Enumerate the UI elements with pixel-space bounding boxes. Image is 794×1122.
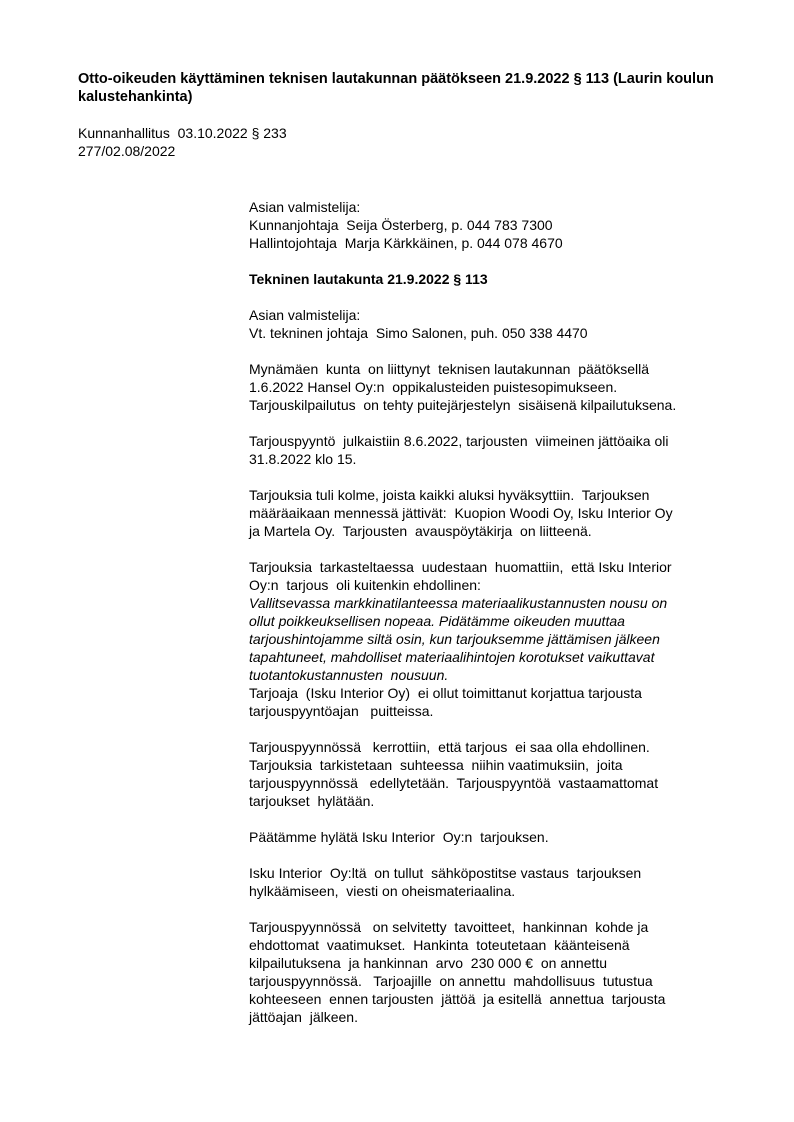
preparer-label: Asian valmistelija: [249,307,361,323]
paragraph-line: ehdottomat vaatimukset. Hankinta toteutetaan käänteisenä [249,937,630,953]
paragraph-line: Mynämäen kunta on liittynyt teknisen lautakunnan päätöksellä [249,361,650,377]
paragraph-line: Päätämme hylätä Isku Interior Oy:n tarjouksen. [249,829,549,845]
preparer-block-2 [249,306,739,342]
document-title: Otto-oikeuden käyttäminen teknisen lautakunnan päätökseen 21.9.2022 § 113 (Laurin koulun kalustehankinta) [78,71,714,105]
paragraph-6 [249,828,739,846]
paragraph-1 [249,360,739,414]
quoted-condition-line: ollut poikkeuksellisen nopeaa. Pidätämme oikeuden muuttaa [249,613,625,629]
paragraph-7 [249,864,739,900]
paragraph-line: Tarjouspyynnössä kerrottiin, että tarjous ei saa olla ehdollinen. [249,739,650,755]
paragraph-line: määräaikaan mennessä jättivät: Kuopion Woodi Oy, Isku Interior Oy [249,505,673,521]
paragraph-5 [249,738,739,810]
paragraph-line: Tarjouksia tarkistetaan suhteessa niihin vaatimuksiin, joita [249,757,623,773]
preparer-admin-director: Hallintojohtaja Marja Kärkkäinen, p. 044 078 4670 [249,235,563,251]
paragraph-line: 31.8.2022 klo 15. [249,451,357,467]
quoted-condition-line: Vallitsevassa markkinatilanteessa materiaalikustannusten nousu on [249,595,668,611]
paragraph-line: Tarjouskilpailutus on tehty puitejärjestelyn sisäisenä kilpailutuksena. [249,397,677,413]
paragraph-line: ja Martela Oy. Tarjousten avauspöytäkirja on liitteenä. [249,523,592,539]
record-number: 277/02.08/2022 [78,143,176,159]
paragraph-line: 1.6.2022 Hansel Oy:n oppikalusteiden puistesopimukseen. [249,379,618,395]
paragraph-line: kohteeseen ennen tarjousten jättöä ja esitellä annettua tarjousta [249,991,666,1007]
paragraph-line: tarjouspyyntöajan puitteissa. [249,703,434,719]
paragraph-line: Tarjoaja (Isku Interior Oy) ei ollut toimittanut korjattua tarjousta [249,685,642,701]
document-body [249,198,739,1026]
paragraph-line: Isku Interior Oy:ltä on tullut sähköpostitse vastaus tarjouksen [249,865,642,881]
paragraph-3 [249,486,739,540]
paragraph-4 [249,558,739,720]
paragraph-line: Tarjouksia tarkasteltaessa uudestaan huomattiin, että Isku Interior [249,559,672,575]
paragraph-line: tarjoukset hylätään. [249,793,375,809]
quoted-condition-line: tuotantokustannusten nousuun. [249,667,449,683]
preparer-mayor: Kunnanjohtaja Seija Österberg, p. 044 783 7300 [249,217,553,233]
meeting-reference: Kunnanhallitus 03.10.2022 § 233 [78,125,287,141]
paragraph-line: kilpailutuksena ja hankinnan arvo 230 000 € on annettu [249,955,608,971]
quoted-condition-line: tapahtuneet, mahdolliset materiaalihintojen korotukset vaikuttavat [249,649,655,665]
preparer-technical-director: Vt. tekninen johtaja Simo Salonen, puh. 050 338 4470 [249,325,588,341]
paragraph-line: tarjouspyynnössä edellytetään. Tarjouspyyntöä vastaamattomat [249,775,659,791]
paragraph-line: hylkäämiseen, viesti on oheismateriaalina. [249,883,516,899]
paragraph-line: Tarjouspyynnössä on selvitetty tavoitteet, hankinnan kohde ja [249,919,649,935]
paragraph-line: Oy:n tarjous oli kuitenkin ehdollinen: [249,577,481,593]
paragraph-2 [249,432,739,468]
preparer-label: Asian valmistelija: [249,199,361,215]
paragraph-line: tarjouspyynnössä. Tarjoajille on annettu mahdollisuus tutustua [249,973,653,989]
paragraph-line: jättöajan jälkeen. [249,1009,358,1025]
meeting-info [78,124,287,160]
quoted-condition-line: tarjoushintojamme siltä osin, kun tarjouksemme jättämisen jälkeen [249,631,660,647]
paragraph-8 [249,918,739,1026]
section-heading: Tekninen lautakunta 21.9.2022 § 113 [249,271,488,287]
paragraph-line: Tarjouksia tuli kolme, joista kaikki aluksi hyväksyttiin. Tarjouksen [249,487,650,503]
preparer-block-1 [249,198,739,252]
paragraph-line: Tarjouspyyntö julkaistiin 8.6.2022, tarjousten viimeinen jättöaika oli [249,433,669,449]
